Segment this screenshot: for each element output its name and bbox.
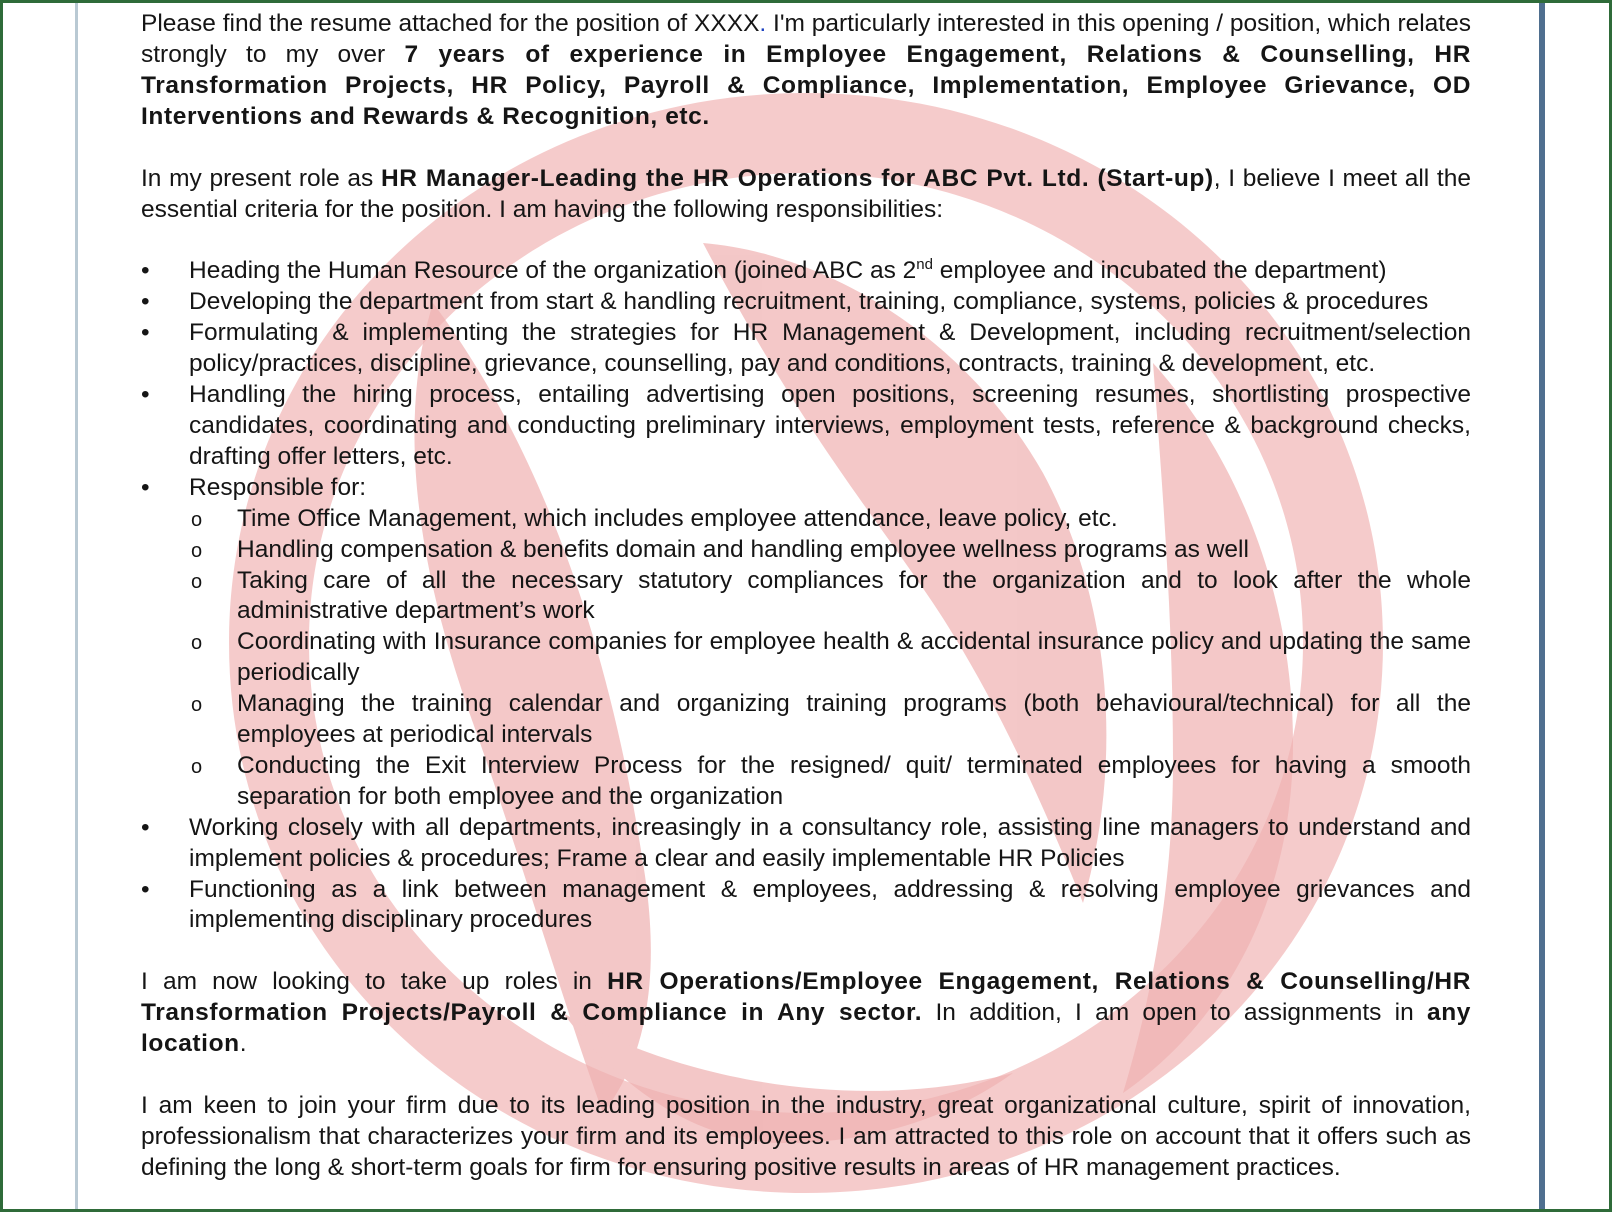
intro-dot: . [759,10,767,37]
sub-list-item [189,504,1471,535]
list-item [141,318,1471,380]
roles-paragraph [141,967,1471,1060]
sub-list [189,504,1471,813]
intro-text: Please find the resume attached for the position of XXXX [141,10,760,37]
list-item-text: Responsible for: [189,473,367,501]
bullet-icon: • [141,813,150,841]
list-item [141,813,1471,875]
sub-list-item [189,751,1471,813]
list-item-text: Heading the Human Resource of the organization (joined ABC as 2 [189,257,917,285]
bullet-icon: • [141,319,150,347]
target-location: any location [141,999,1471,1058]
sub-list-item [189,566,1471,628]
role-text: In my present role as [141,164,381,192]
bullet-icon: • [141,875,150,903]
ordinal-suffix: nd [916,256,933,274]
intro-text-2: I'm particularly interested in this opening / position, which relates strongly to my over [141,10,1471,68]
circle-bullet-icon: o [191,755,203,778]
sub-item-text: Coordinating with Insurance companies for employee health & accidental insurance policy and updating the same periodically [237,628,1471,687]
circle-bullet-icon: o [191,508,203,531]
circle-bullet-icon: o [191,632,203,655]
list-item [141,380,1471,473]
circle-bullet-icon: o [191,570,203,593]
bullet-icon: • [141,473,150,501]
bullet-icon: • [141,257,150,285]
closing-paragraph: I am keen to join your firm due to its leading position in the industry, great organizational culture, spirit of innovation, professionalism that characterizes your firm and its employees. I am attracted to this role on account that it offers such as defining the long & short-term goals for firm for ensuring positive results in areas of HR management practices. [141,1092,1471,1181]
circle-bullet-icon: o [191,694,203,717]
document-page [3,3,1609,1209]
circle-bullet-icon: o [191,539,203,562]
intro-paragraph [141,9,1471,133]
list-item [141,473,1471,813]
roles-text-2: In addition, I am open to assignments in [922,999,1427,1027]
list-item-text: Developing the department from start & handling recruitment, training, compliance, systems, policies & procedures [189,288,1429,316]
sub-list-item [189,689,1471,751]
letter-body [141,9,1471,1209]
sub-item-text: Managing the training calendar and organizing training programs (both behavioural/technical) for all the employees at periodical intervals [237,690,1471,749]
list-item-text: Functioning as a link between management & employees, addressing & resolving employee grievances and implementing disciplinary procedures [189,875,1471,934]
list-item [141,287,1471,318]
role-paragraph [141,164,1471,226]
bullet-icon: • [141,381,150,409]
roles-text-3: . [239,1030,247,1058]
bullet-icon: • [141,288,150,316]
list-item-text-2: employee and incubated the department) [932,257,1387,285]
experience-summary: 7 years of experience in Employee Engagement, Relations & Counselling, HR Transformation Projects, HR Policy, Payroll & Compliance, Implementation, Employee Grievance, OD Interventions and Rewards & Recognition, etc. [141,40,1471,130]
list-item [141,875,1471,937]
roles-text: I am now looking to take up roles in [141,968,608,996]
list-item [141,256,1471,287]
responsibility-list [141,256,1471,936]
sub-list-item [189,535,1471,566]
list-item-text: Formulating & implementing the strategies for HR Management & Development, including recruitment/selection policy/practices, discipline, grievance, counselling, pay and conditions, contracts, training & development, etc. [189,319,1471,378]
list-item-text: Handling the hiring process, entailing advertising open positions, screening resumes, shortlisting prospective candidates, coordinating and conducting preliminary interviews, employment tests, reference & background checks, drafting offer letters, etc. [189,381,1471,470]
role-title: HR Manager-Leading the HR Operations for ABC Pvt. Ltd. (Start-up) [380,164,1214,192]
target-roles: HR Operations/Employee Engagement, Relations & Counselling/HR Transformation Projects/Payroll & Compliance in Any sector. [141,968,1471,1027]
sub-list-item [189,627,1471,689]
sub-item-text: Conducting the Exit Interview Process for the resigned/ quit/ terminated employees for having a smooth separation for both employee and the organization [237,751,1471,810]
sub-item-text: Taking care of all the necessary statutory compliances for the organization and to look after the whole administrative department’s work [237,566,1471,625]
sub-item-text: Time Office Management, which includes employee attendance, leave policy, etc. [237,504,1118,532]
sub-item-text: Handling compensation & benefits domain and handling employee wellness programs as well [237,535,1249,563]
list-item-text: Working closely with all departments, increasingly in a consultancy role, assisting line managers to understand and implement policies & procedures; Frame a clear and easily implementable HR Policies [189,813,1471,872]
role-text-2: , I believe I meet all the essential criteria for the position. I am having the following responsibilities: [141,164,1471,223]
